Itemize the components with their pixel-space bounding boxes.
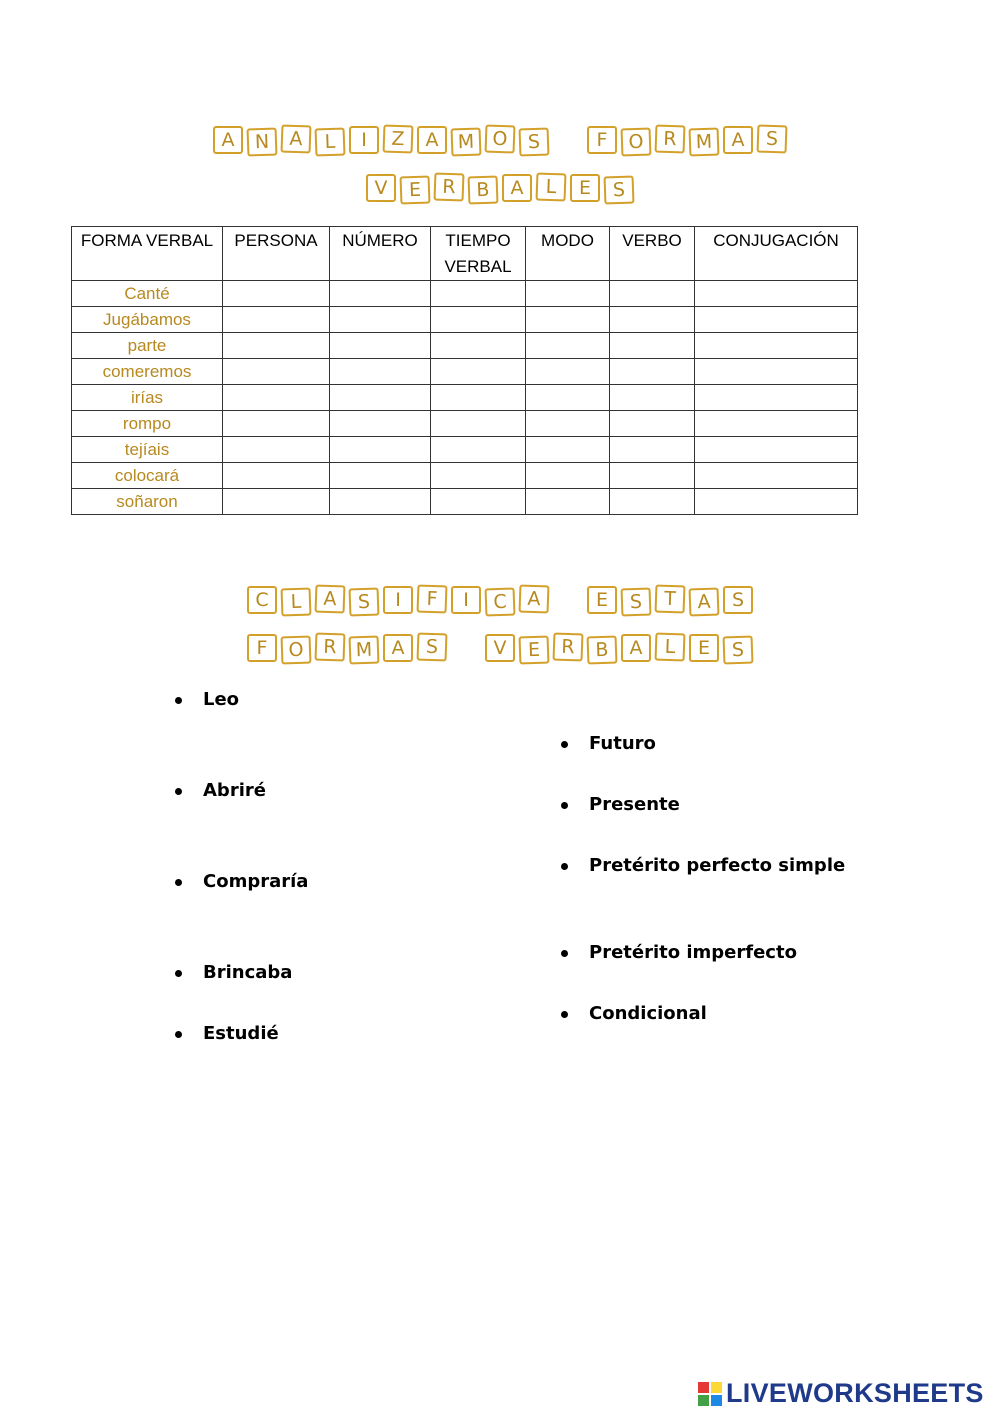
title-2-line-2 (0, 634, 1000, 662)
list-item: Estudié (203, 1023, 279, 1044)
letter-tile: C (485, 587, 516, 616)
answer-cell[interactable] (431, 437, 526, 463)
answer-cell[interactable] (695, 489, 858, 515)
answer-cell[interactable] (610, 489, 695, 515)
answer-cell[interactable] (223, 307, 330, 333)
letter-tile: N (247, 127, 278, 156)
answer-cell[interactable] (223, 281, 330, 307)
answer-cell[interactable] (330, 385, 431, 411)
verb-form-cell: tejíais (72, 437, 223, 463)
letter-tile: A (502, 174, 532, 202)
letter-tile: I (451, 586, 481, 614)
bullet-icon (561, 741, 568, 748)
letter-tile: C (247, 586, 277, 614)
table-row (72, 307, 858, 333)
verb-form-cell: colocará (72, 463, 223, 489)
title-1-line-1 (0, 126, 1000, 154)
list-item: Futuro (589, 733, 656, 754)
answer-cell[interactable] (695, 385, 858, 411)
letter-tile: V (485, 634, 515, 662)
bullet-icon (561, 802, 568, 809)
answer-cell[interactable] (431, 411, 526, 437)
answer-cell[interactable] (610, 359, 695, 385)
header-tiempo-verbal: TIEMPO VERBAL (431, 227, 526, 281)
header-modo: MODO (526, 227, 610, 281)
brand-name: LIVEWORKSHEETS (726, 1378, 984, 1408)
answer-cell[interactable] (695, 463, 858, 489)
answer-cell[interactable] (526, 411, 610, 437)
letter-tile: A (519, 584, 550, 613)
bullet-icon (175, 879, 182, 886)
bullet-icon (175, 970, 182, 977)
answer-cell[interactable] (695, 333, 858, 359)
letter-tile: E (519, 635, 550, 664)
answer-cell[interactable] (526, 333, 610, 359)
answer-cell[interactable] (431, 307, 526, 333)
answer-cell[interactable] (330, 463, 431, 489)
answer-cell[interactable] (223, 359, 330, 385)
answer-cell[interactable] (610, 437, 695, 463)
letter-tile: S (621, 587, 652, 616)
letter-tile: R (655, 124, 686, 153)
table-row (72, 463, 858, 489)
verb-form-cell: rompo (72, 411, 223, 437)
answer-cell[interactable] (695, 359, 858, 385)
list-item: Condicional (589, 1003, 707, 1024)
list-item: Presente (589, 794, 680, 815)
answer-cell[interactable] (431, 333, 526, 359)
letter-tile: A (621, 634, 651, 662)
letter-tile: F (247, 634, 277, 662)
answer-cell[interactable] (695, 307, 858, 333)
answer-cell[interactable] (610, 333, 695, 359)
letter-tile: S (417, 632, 448, 661)
answer-cell[interactable] (526, 463, 610, 489)
answer-cell[interactable] (431, 463, 526, 489)
verb-form-cell: parte (72, 333, 223, 359)
letter-tile: R (553, 632, 584, 661)
letter-tile: R (315, 632, 346, 661)
table-row (72, 411, 858, 437)
letter-tile: S (723, 586, 753, 614)
letter-tile: A (383, 634, 413, 662)
header-numero: NÚMERO (330, 227, 431, 281)
answer-cell[interactable] (431, 385, 526, 411)
title-2-word-verbales (485, 634, 753, 662)
letter-tile: A (417, 126, 447, 154)
title-2-word-formas (247, 634, 447, 662)
answer-cell[interactable] (610, 281, 695, 307)
letter-tile: I (383, 586, 413, 614)
answer-cell[interactable] (610, 463, 695, 489)
answer-cell[interactable] (431, 359, 526, 385)
header-persona: PERSONA (223, 227, 330, 281)
letter-tile: S (349, 587, 380, 616)
bullet-icon (561, 863, 568, 870)
answer-cell[interactable] (330, 437, 431, 463)
bullet-icon (561, 950, 568, 957)
answer-cell[interactable] (526, 359, 610, 385)
table-row (72, 489, 858, 515)
verb-form-cell: comeremos (72, 359, 223, 385)
table-header-row (72, 227, 858, 281)
letter-tile: L (655, 632, 686, 661)
table-row (72, 333, 858, 359)
letter-tile: E (587, 586, 617, 614)
letter-tile: L (315, 127, 346, 156)
answer-cell[interactable] (610, 411, 695, 437)
header-forma-verbal: FORMA VERBAL (72, 227, 223, 281)
list-item: Pretérito perfecto simple (589, 855, 845, 876)
letter-tile: S (519, 127, 550, 156)
header-conjugacion: CONJUGACIÓN (695, 227, 858, 281)
answer-cell[interactable] (223, 489, 330, 515)
table-row (72, 385, 858, 411)
title-1-line-2 (0, 174, 1000, 202)
answer-cell[interactable] (330, 281, 431, 307)
list-item: Brincaba (203, 962, 292, 983)
letter-tile: E (570, 174, 600, 202)
verb-form-cell: Jugábamos (72, 307, 223, 333)
title-2-line-1 (0, 586, 1000, 614)
answer-cell[interactable] (330, 489, 431, 515)
answer-cell[interactable] (330, 333, 431, 359)
answer-cell[interactable] (330, 411, 431, 437)
bullet-icon (175, 1031, 182, 1038)
answer-cell[interactable] (223, 333, 330, 359)
answer-cell[interactable] (223, 463, 330, 489)
answer-cell[interactable] (526, 437, 610, 463)
letter-tile: F (417, 584, 448, 613)
header-verbo: VERBO (610, 227, 695, 281)
list-item: Abriré (203, 780, 266, 801)
letter-tile: O (281, 635, 312, 664)
answer-cell[interactable] (610, 307, 695, 333)
answer-cell[interactable] (695, 411, 858, 437)
table-row (72, 437, 858, 463)
letter-tile: M (451, 127, 482, 156)
letter-tile: O (485, 124, 516, 153)
answer-cell[interactable] (695, 437, 858, 463)
letter-tile: R (434, 172, 465, 201)
title-1-word-verbales (366, 174, 634, 202)
title-2-word-clasifica (247, 586, 549, 614)
letter-tile: B (587, 635, 618, 664)
letter-tile: O (621, 127, 652, 156)
list-item: Leo (203, 689, 239, 710)
letter-tile: V (366, 174, 396, 202)
liveworksheets-logo-icon (698, 1382, 722, 1406)
letter-tile: M (349, 635, 380, 664)
answer-cell[interactable] (223, 385, 330, 411)
bullet-icon (175, 788, 182, 795)
table-row (72, 281, 858, 307)
letter-tile: Z (383, 124, 414, 153)
answer-cell[interactable] (431, 281, 526, 307)
letter-tile: A (213, 126, 243, 154)
answer-cell[interactable] (223, 411, 330, 437)
letter-tile: B (468, 175, 499, 204)
letter-tile: L (536, 172, 567, 201)
letter-tile: S (757, 124, 788, 153)
bullet-icon (561, 1011, 568, 1018)
answer-cell[interactable] (526, 281, 610, 307)
table-row (72, 359, 858, 385)
liveworksheets-brand (698, 1378, 984, 1409)
title-1-word-analizamos (213, 126, 549, 154)
answer-cell[interactable] (330, 359, 431, 385)
letter-tile: S (604, 175, 635, 204)
title-2-word-estas (587, 586, 753, 614)
letter-tile: A (315, 584, 346, 613)
letter-tile: S (723, 635, 754, 664)
letter-tile: A (723, 126, 753, 154)
verb-form-cell: irías (72, 385, 223, 411)
letter-tile: F (587, 126, 617, 154)
letter-tile: I (349, 126, 379, 154)
list-item: Pretérito imperfecto (589, 942, 797, 963)
bullet-icon (175, 697, 182, 704)
answer-cell[interactable] (330, 307, 431, 333)
letter-tile: T (655, 584, 686, 613)
letter-tile: L (281, 587, 312, 616)
verb-analysis-table (71, 226, 858, 515)
letter-tile: M (689, 127, 720, 156)
answer-cell[interactable] (526, 385, 610, 411)
verb-form-cell: Canté (72, 281, 223, 307)
answer-cell[interactable] (526, 307, 610, 333)
letter-tile: A (281, 124, 312, 153)
answer-cell[interactable] (223, 437, 330, 463)
verb-form-cell: soñaron (72, 489, 223, 515)
letter-tile: E (400, 175, 431, 204)
letter-tile: E (689, 634, 719, 662)
answer-cell[interactable] (610, 385, 695, 411)
title-1-word-formas (587, 126, 787, 154)
answer-cell[interactable] (526, 489, 610, 515)
answer-cell[interactable] (431, 489, 526, 515)
letter-tile: A (689, 587, 720, 616)
list-item: Compraría (203, 871, 308, 892)
answer-cell[interactable] (695, 281, 858, 307)
